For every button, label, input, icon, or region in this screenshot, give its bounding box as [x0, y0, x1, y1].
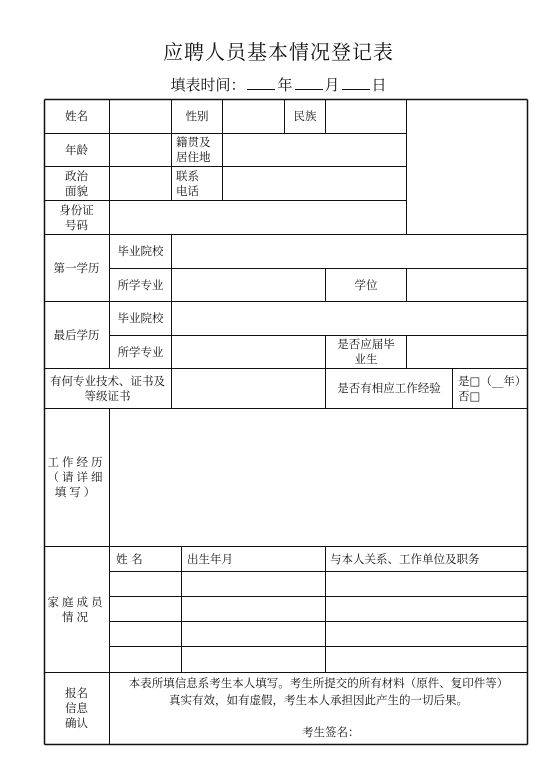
experience-options[interactable] [458, 369, 527, 408]
id-number-field[interactable] [110, 201, 406, 234]
photo-area[interactable] [407, 100, 527, 234]
family-rows[interactable] [110, 572, 527, 672]
experience-yes-option[interactable]: 是□（__年） [458, 373, 527, 388]
first-school-field[interactable] [172, 235, 406, 268]
phone-field[interactable] [223, 167, 406, 200]
experience-no-option[interactable]: 否□ [458, 388, 481, 403]
skills-certificates-field[interactable] [172, 369, 325, 408]
confirmation-label: 报名 信息 确认 [65, 685, 88, 730]
political-status-label: 政治 面貌 [65, 168, 88, 198]
fresh-graduate-label: 是否应届毕 业生 [337, 337, 395, 366]
first-major-label: 所学专业 [117, 277, 164, 292]
native-place-label: 籍贯及 居住地 [176, 135, 211, 164]
work-experience-question: 是否有相应工作经验 [337, 381, 441, 395]
age-label: 年龄 [65, 142, 88, 157]
last-major-label: 所学专业 [117, 344, 164, 359]
first-major-field[interactable] [172, 269, 325, 301]
form-title: 应聘人员基本情况登记表 [163, 40, 394, 64]
family-birth-header: 出生年月 [187, 551, 233, 566]
gender-field[interactable] [223, 100, 284, 133]
family-name-header: 姓 名 [116, 551, 143, 566]
skills-certificates-label: 有何专业技术、证书及 等级证书 [50, 373, 165, 403]
ethnicity-field[interactable] [326, 100, 406, 133]
signature-field[interactable] [360, 720, 520, 742]
gender-label: 性别 [185, 109, 209, 123]
last-degree-label: 最后学历 [53, 327, 100, 342]
confirmation-notice: 本表所填信息系考生本人填写。考生所提交的所有材料（原件、复印件等） 真实有效，如有虚假，考生本人承担因此产生的一切后果。 [128, 676, 509, 707]
phone-label: 联系 电话 [176, 168, 199, 198]
last-school-label: 毕业院校 [117, 311, 164, 325]
family-relation-header: 与本人关系、工作单位及职务 [330, 551, 480, 566]
native-place-field[interactable] [223, 134, 406, 166]
name-label: 姓名 [65, 109, 88, 123]
ethnicity-label: 民族 [293, 109, 317, 123]
day-label: 日 [371, 76, 387, 94]
academic-degree-field[interactable] [407, 269, 527, 301]
last-school-field[interactable] [172, 302, 527, 335]
political-status-field[interactable] [110, 167, 171, 200]
year-label: 年 [277, 76, 293, 94]
first-school-label: 毕业院校 [117, 244, 164, 258]
fresh-graduate-field[interactable] [407, 336, 527, 368]
age-field[interactable] [110, 134, 171, 166]
signature-label: 考生签名： [302, 724, 360, 739]
work-history-field[interactable] [110, 409, 527, 546]
fill-date-label: 填表时间： [170, 76, 246, 94]
name-field[interactable] [110, 100, 171, 133]
month-label: 月 [324, 76, 340, 94]
last-major-field[interactable] [172, 336, 325, 368]
academic-degree-label: 学位 [354, 277, 378, 292]
first-degree-label: 第一学历 [53, 260, 100, 275]
family-members-label: 家庭成员 情况 [47, 594, 106, 624]
id-number-label: 身份证 号码 [59, 202, 94, 232]
work-history-label: 工作经历 （请详细 填写） [47, 455, 106, 499]
